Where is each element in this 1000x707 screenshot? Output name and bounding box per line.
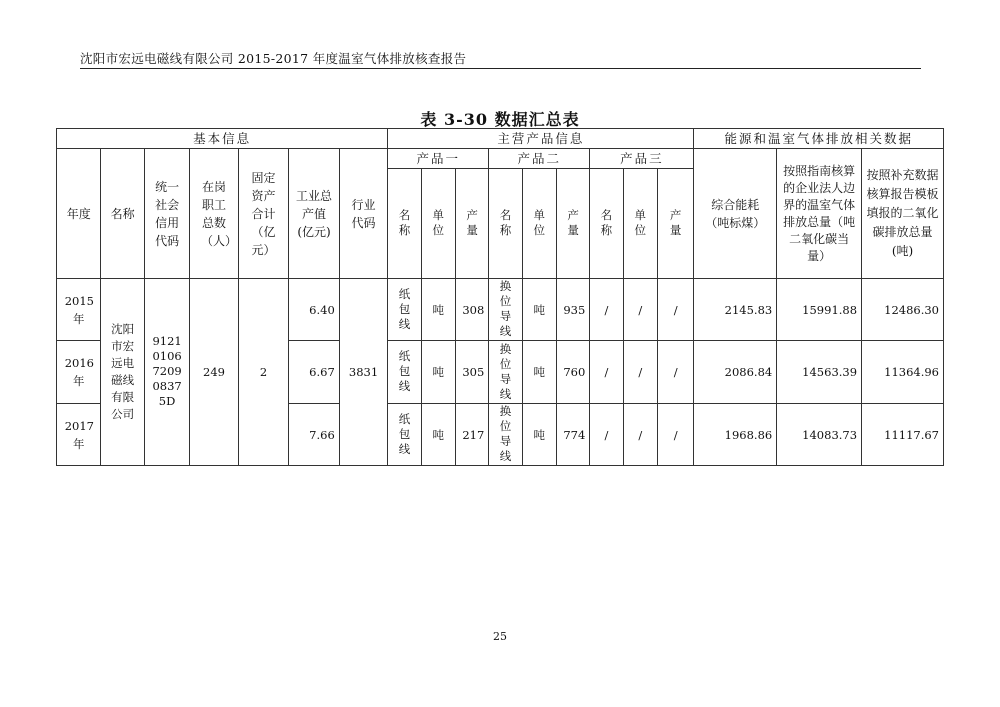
industry-code-cell: 3831 [339,279,388,466]
p2-name-cell: 换位导线 [489,341,522,404]
p1-name-header: 名称 [388,169,421,279]
fixed-assets-cell: 2 [238,279,289,466]
p1-name-cell: 纸包线 [388,341,421,404]
header-row-1 [57,149,944,169]
p3-name-cell: / [590,279,623,341]
p2-qty-cell: 935 [556,279,589,341]
col-fixed-assets: 固定资产合计（亿元） [238,149,289,279]
p2-qty-cell: 760 [556,341,589,404]
p2-unit-header: 单位 [522,169,556,279]
col-employees: 在岗职工总数（人） [190,149,238,279]
p2-unit-cell: 吨 [522,279,556,341]
product-three-header: 产品三 [590,149,694,169]
group-basic: 基本信息 [57,129,388,149]
page-number: 25 [493,630,507,643]
guide-emission-cell: 14083.73 [777,404,862,466]
group-header-row [57,129,944,149]
p3-qty-header: 产量 [657,169,693,279]
p2-unit-cell: 吨 [522,404,556,466]
p1-qty-cell: 305 [455,341,488,404]
output-value-cell: 6.40 [289,279,340,341]
output-value-cell: 6.67 [289,341,340,404]
group-energy: 能源和温室气体排放相关数据 [694,129,944,149]
supp-emission-cell: 11364.96 [862,341,944,404]
p3-unit-header: 单位 [623,169,657,279]
p1-unit-cell: 吨 [421,341,455,404]
col-name: 名称 [101,149,144,279]
col-year: 年度 [57,149,101,279]
credit-code-cell: 91210106720908375D [144,279,189,466]
table-row [57,279,944,341]
p2-qty-cell: 774 [556,404,589,466]
p1-unit-cell: 吨 [421,279,455,341]
p3-name-cell: / [590,341,623,404]
energy-cell: 1968.86 [694,404,777,466]
p1-qty-header: 产量 [455,169,488,279]
energy-cell: 2086.84 [694,341,777,404]
p1-unit-cell: 吨 [421,404,455,466]
group-product: 主营产品信息 [388,129,694,149]
header-rule [80,68,921,69]
p3-name-header: 名称 [590,169,623,279]
output-value-cell: 7.66 [289,404,340,466]
year-cell: 2017年 [57,404,101,466]
col-output-value: 工业总产值(亿元) [289,149,340,279]
p1-name-cell: 纸包线 [388,279,421,341]
product-one-header: 产品一 [388,149,489,169]
supp-emission-cell: 11117.67 [862,404,944,466]
company-name-cell: 沈阳市宏远电磁线有限公司 [101,279,144,466]
p2-unit-cell: 吨 [522,341,556,404]
col-energy: 综合能耗（吨标煤） [694,149,777,279]
guide-emission-cell: 14563.39 [777,341,862,404]
p1-unit-header: 单位 [421,169,455,279]
year-cell: 2016年 [57,341,101,404]
p3-qty-cell: / [657,404,693,466]
guide-emission-cell: 15991.88 [777,279,862,341]
p3-unit-cell: / [623,279,657,341]
col-credit-code: 统一社会信用代码 [144,149,189,279]
table-title: 表 3-30 数据汇总表 [420,110,580,129]
employees-cell: 249 [190,279,238,466]
p2-name-header: 名称 [489,169,522,279]
p3-name-cell: / [590,404,623,466]
p1-name-cell: 纸包线 [388,404,421,466]
col-industry-code: 行业代码 [339,149,388,279]
p1-qty-cell: 308 [455,279,488,341]
summary-table [56,128,944,466]
col-supp-emission: 按照补充数据核算报告模板填报的二氧化碳排放总量(吨) [862,149,944,279]
supp-emission-cell: 12486.30 [862,279,944,341]
p1-qty-cell: 217 [455,404,488,466]
p3-unit-cell: / [623,404,657,466]
col-guide-emission: 按照指南核算的企业法人边界的温室气体排放总量（吨二氧化碳当量） [777,149,862,279]
energy-cell: 2145.83 [694,279,777,341]
p2-name-cell: 换位导线 [489,279,522,341]
p3-qty-cell: / [657,341,693,404]
p2-qty-header: 产量 [556,169,589,279]
p3-qty-cell: / [657,279,693,341]
page-header: 沈阳市宏远电磁线有限公司 2015-2017 年度温室气体排放核查报告 [80,51,467,66]
year-cell: 2015年 [57,279,101,341]
p3-unit-cell: / [623,341,657,404]
product-two-header: 产品二 [489,149,590,169]
p2-name-cell: 换位导线 [489,404,522,466]
